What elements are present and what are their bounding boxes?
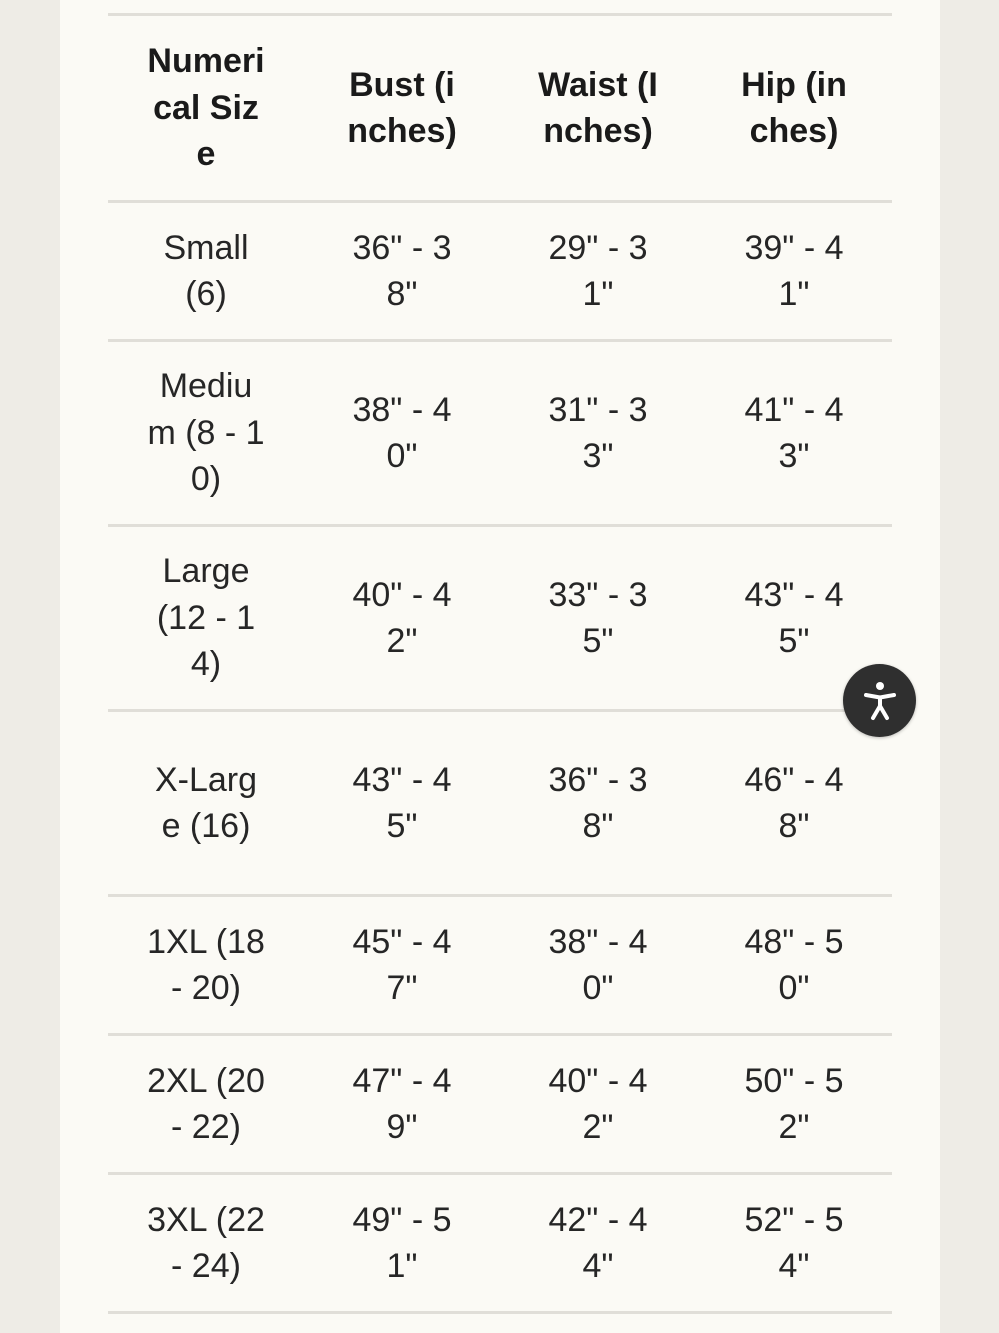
waist-value: 31" - 33" <box>548 390 648 475</box>
accessibility-button[interactable] <box>843 664 916 737</box>
hip-cell <box>696 1035 892 1174</box>
size-label: 3XL (22 - 24) <box>147 1200 265 1285</box>
bust-value: 47" - 49" <box>352 1061 452 1146</box>
hip-value: 48" - 50" <box>744 922 844 1007</box>
size-chart-body <box>108 202 892 1313</box>
waist-cell <box>500 526 696 711</box>
hip-value: 41" - 43" <box>744 390 844 475</box>
size-cell <box>108 202 304 341</box>
hip-value: 43" - 45" <box>744 575 844 660</box>
size-label: 2XL (20 - 22) <box>147 1061 265 1146</box>
bust-cell <box>304 1174 500 1313</box>
bust-value: 36" - 38" <box>352 228 452 313</box>
bust-value: 49" - 51" <box>352 1200 452 1285</box>
size-label: Medium (8 - 10) <box>147 367 265 499</box>
hip-cell <box>696 896 892 1035</box>
waist-cell <box>500 1035 696 1174</box>
table-row <box>108 711 892 896</box>
waist-value: 29" - 31" <box>548 228 648 313</box>
table-row <box>108 341 892 526</box>
bust-cell <box>304 1035 500 1174</box>
size-chart-table <box>108 13 892 1314</box>
header-waist <box>500 15 696 202</box>
waist-cell <box>500 1174 696 1313</box>
hip-cell <box>696 711 892 896</box>
waist-cell <box>500 896 696 1035</box>
hip-cell <box>696 202 892 341</box>
header-row <box>108 15 892 202</box>
size-cell <box>108 896 304 1035</box>
hip-value: 52" - 54" <box>744 1200 844 1285</box>
size-label: 1XL (18 - 20) <box>147 922 265 1007</box>
header-bust-label: Bust (inches) <box>347 65 457 150</box>
bust-value: 38" - 40" <box>352 390 452 475</box>
bust-cell <box>304 341 500 526</box>
bust-cell <box>304 896 500 1035</box>
table-row <box>108 526 892 711</box>
header-hip-label: Hip (inches) <box>741 65 847 150</box>
table-row <box>108 202 892 341</box>
bust-cell <box>304 526 500 711</box>
header-hip <box>696 15 892 202</box>
header-numerical-size-label: Numerical Size <box>147 42 265 174</box>
waist-cell <box>500 202 696 341</box>
waist-value: 38" - 40" <box>548 922 648 1007</box>
size-label: X-Large (16) <box>154 760 258 845</box>
size-cell <box>108 711 304 896</box>
bust-value: 40" - 42" <box>352 575 452 660</box>
hip-value: 46" - 48" <box>744 760 844 845</box>
bust-cell <box>304 202 500 341</box>
table-row <box>108 1035 892 1174</box>
hip-value: 39" - 41" <box>744 228 844 313</box>
size-cell <box>108 1035 304 1174</box>
waist-value: 33" - 35" <box>548 575 648 660</box>
hip-cell <box>696 1174 892 1313</box>
waist-cell <box>500 341 696 526</box>
header-numerical-size <box>108 15 304 202</box>
waist-cell <box>500 711 696 896</box>
table-row <box>108 1174 892 1313</box>
bust-value: 45" - 47" <box>352 922 452 1007</box>
bust-cell <box>304 711 500 896</box>
waist-value: 36" - 38" <box>548 760 648 845</box>
size-label: Large (12 - 14) <box>156 552 256 684</box>
accessibility-icon <box>857 678 903 724</box>
waist-value: 40" - 42" <box>548 1061 648 1146</box>
table-row <box>108 896 892 1035</box>
size-cell <box>108 341 304 526</box>
header-waist-label: Waist (Inches) <box>538 65 658 150</box>
header-bust <box>304 15 500 202</box>
size-cell <box>108 1174 304 1313</box>
hip-value: 50" - 52" <box>744 1061 844 1146</box>
size-cell <box>108 526 304 711</box>
waist-value: 42" - 44" <box>548 1200 648 1285</box>
size-chart-header <box>108 15 892 202</box>
hip-cell <box>696 341 892 526</box>
size-label: Small (6) <box>163 228 249 313</box>
bust-value: 43" - 45" <box>352 760 452 845</box>
